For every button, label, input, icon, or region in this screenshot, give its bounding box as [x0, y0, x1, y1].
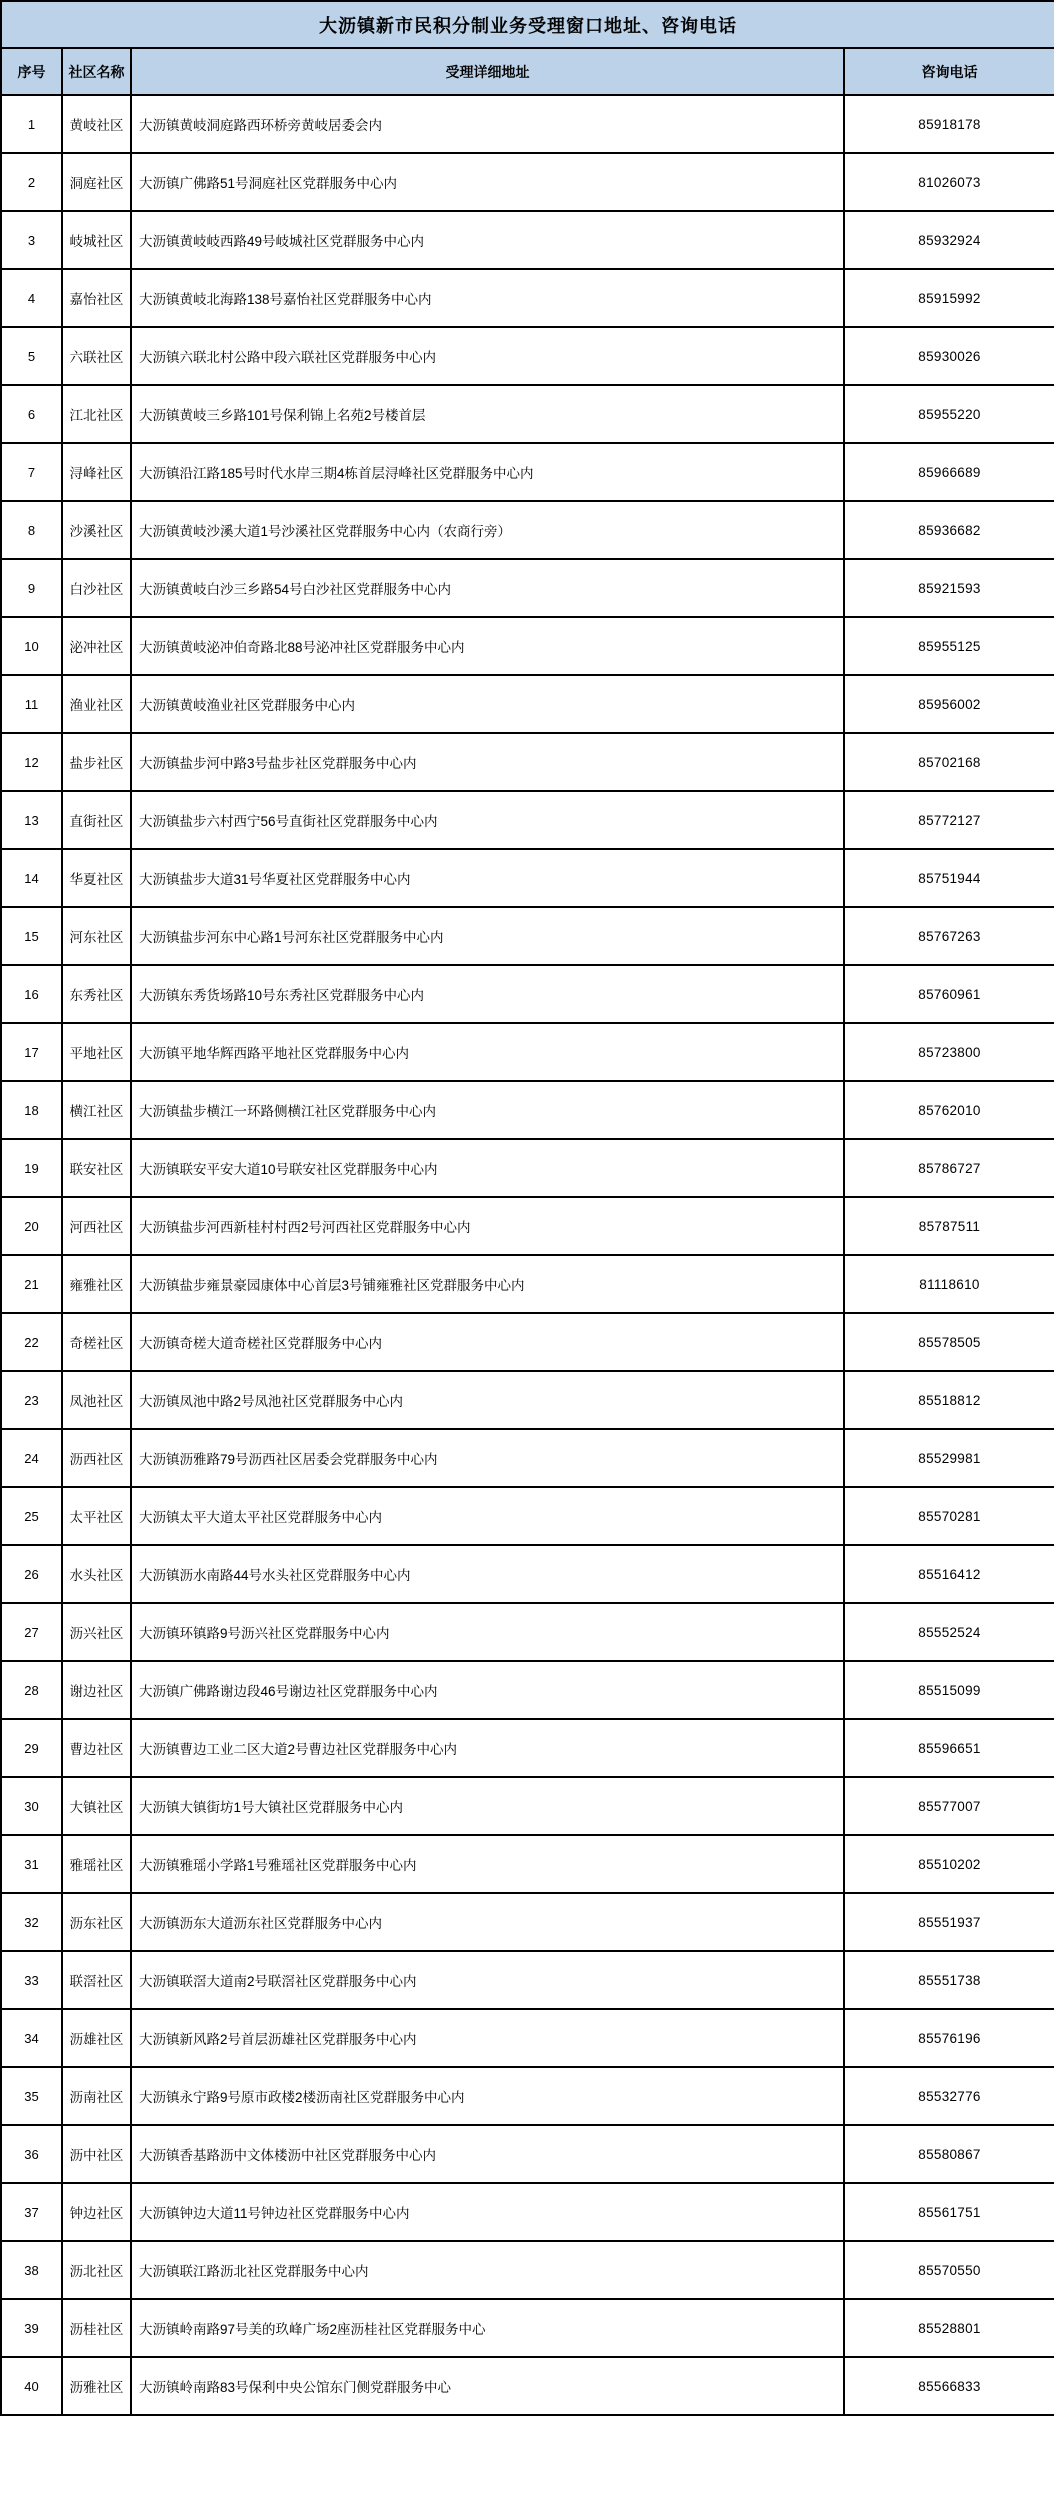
table-row — [1, 501, 1054, 559]
address-cell: 大沥镇盐步雍景豪园康体中心首层3号铺雍雅社区党群服务中心内 — [131, 1255, 844, 1313]
table-row — [1, 675, 1054, 733]
phone-cell: 85786727 — [844, 1139, 1054, 1197]
phone-cell: 85510202 — [844, 1835, 1054, 1893]
address-cell: 大沥镇平地华辉西路平地社区党群服务中心内 — [131, 1023, 844, 1081]
table-row — [1, 95, 1054, 153]
row-index-cell: 28 — [1, 1661, 62, 1719]
phone-cell: 85516412 — [844, 1545, 1054, 1603]
phone-cell: 85915992 — [844, 269, 1054, 327]
address-cell: 大沥镇黄岐渔业社区党群服务中心内 — [131, 675, 844, 733]
table-row — [1, 2183, 1054, 2241]
address-cell: 大沥镇盐步横江一环路侧横江社区党群服务中心内 — [131, 1081, 844, 1139]
phone-cell: 85570281 — [844, 1487, 1054, 1545]
phone-cell: 85787511 — [844, 1197, 1054, 1255]
col-header-community-name: 社区名称 — [62, 48, 131, 95]
address-cell: 大沥镇岭南路83号保利中央公馆东门侧党群服务中心 — [131, 2357, 844, 2415]
community-name-cell: 雅瑶社区 — [62, 1835, 131, 1893]
phone-cell: 81026073 — [844, 153, 1054, 211]
address-cell: 大沥镇沥水南路44号水头社区党群服务中心内 — [131, 1545, 844, 1603]
row-index-cell: 9 — [1, 559, 62, 617]
row-index-cell: 40 — [1, 2357, 62, 2415]
address-cell: 大沥镇沥东大道沥东社区党群服务中心内 — [131, 1893, 844, 1951]
address-cell: 大沥镇雅瑶小学路1号雅瑶社区党群服务中心内 — [131, 1835, 844, 1893]
address-cell: 大沥镇岭南路97号美的玖峰广场2座沥桂社区党群服务中心 — [131, 2299, 844, 2357]
phone-cell: 85760961 — [844, 965, 1054, 1023]
address-cell: 大沥镇新风路2号首层沥雄社区党群服务中心内 — [131, 2009, 844, 2067]
row-index-cell: 22 — [1, 1313, 62, 1371]
table-row — [1, 2125, 1054, 2183]
phone-cell: 85596651 — [844, 1719, 1054, 1777]
address-cell: 大沥镇黄岐沙溪大道1号沙溪社区党群服务中心内（农商行旁） — [131, 501, 844, 559]
address-cell: 大沥镇联安平安大道10号联安社区党群服务中心内 — [131, 1139, 844, 1197]
row-index-cell: 13 — [1, 791, 62, 849]
table-row — [1, 327, 1054, 385]
address-cell: 大沥镇太平大道太平社区党群服务中心内 — [131, 1487, 844, 1545]
row-index-cell: 20 — [1, 1197, 62, 1255]
community-name-cell: 太平社区 — [62, 1487, 131, 1545]
community-name-cell: 沥北社区 — [62, 2241, 131, 2299]
table-row — [1, 965, 1054, 1023]
row-index-cell: 7 — [1, 443, 62, 501]
phone-cell: 85570550 — [844, 2241, 1054, 2299]
phone-cell: 85702168 — [844, 733, 1054, 791]
phone-cell: 85518812 — [844, 1371, 1054, 1429]
row-index-cell: 30 — [1, 1777, 62, 1835]
phone-cell: 85930026 — [844, 327, 1054, 385]
table-row — [1, 1487, 1054, 1545]
table-row — [1, 2299, 1054, 2357]
row-index-cell: 35 — [1, 2067, 62, 2125]
address-cell: 大沥镇盐步六村西宁56号直街社区党群服务中心内 — [131, 791, 844, 849]
address-cell: 大沥镇盐步河中路3号盐步社区党群服务中心内 — [131, 733, 844, 791]
row-index-cell: 24 — [1, 1429, 62, 1487]
address-cell: 大沥镇钟边大道11号钟边社区党群服务中心内 — [131, 2183, 844, 2241]
community-name-cell: 联滘社区 — [62, 1951, 131, 2009]
address-cell: 大沥镇黄岐北海路138号嘉怡社区党群服务中心内 — [131, 269, 844, 327]
address-cell: 大沥镇沥雅路79号沥西社区居委会党群服务中心内 — [131, 1429, 844, 1487]
row-index-cell: 33 — [1, 1951, 62, 2009]
table-row — [1, 849, 1054, 907]
table-row — [1, 1255, 1054, 1313]
col-header-address: 受理详细地址 — [131, 48, 844, 95]
phone-cell: 85762010 — [844, 1081, 1054, 1139]
community-name-cell: 沥中社区 — [62, 2125, 131, 2183]
row-index-cell: 31 — [1, 1835, 62, 1893]
row-index-cell: 1 — [1, 95, 62, 153]
community-name-cell: 江北社区 — [62, 385, 131, 443]
community-name-cell: 雍雅社区 — [62, 1255, 131, 1313]
address-cell: 大沥镇联滘大道南2号联滘社区党群服务中心内 — [131, 1951, 844, 2009]
community-name-cell: 嘉怡社区 — [62, 269, 131, 327]
address-cell: 大沥镇曹边工业二区大道2号曹边社区党群服务中心内 — [131, 1719, 844, 1777]
community-name-cell: 沥兴社区 — [62, 1603, 131, 1661]
row-index-cell: 36 — [1, 2125, 62, 2183]
community-name-cell: 凤池社区 — [62, 1371, 131, 1429]
phone-cell: 85532776 — [844, 2067, 1054, 2125]
address-cell: 大沥镇黄岐三乡路101号保利锦上名苑2号楼首层 — [131, 385, 844, 443]
row-index-cell: 21 — [1, 1255, 62, 1313]
table-row — [1, 1893, 1054, 1951]
address-cell: 大沥镇大镇街坊1号大镇社区党群服务中心内 — [131, 1777, 844, 1835]
table-row — [1, 443, 1054, 501]
community-name-cell: 东秀社区 — [62, 965, 131, 1023]
row-index-cell: 5 — [1, 327, 62, 385]
table-row — [1, 617, 1054, 675]
table-row — [1, 1371, 1054, 1429]
col-header-phone: 咨询电话 — [844, 48, 1054, 95]
row-index-cell: 11 — [1, 675, 62, 733]
community-name-cell: 大镇社区 — [62, 1777, 131, 1835]
row-index-cell: 23 — [1, 1371, 62, 1429]
row-index-cell: 14 — [1, 849, 62, 907]
table-row — [1, 1545, 1054, 1603]
table-row — [1, 1313, 1054, 1371]
table-row — [1, 2357, 1054, 2415]
community-name-cell: 华夏社区 — [62, 849, 131, 907]
address-cell: 大沥镇沿江路185号时代水岸三期4栋首层浔峰社区党群服务中心内 — [131, 443, 844, 501]
col-header-index: 序号 — [1, 48, 62, 95]
row-index-cell: 3 — [1, 211, 62, 269]
title-row — [1, 1, 1054, 48]
phone-cell: 85918178 — [844, 95, 1054, 153]
address-cell: 大沥镇环镇路9号沥兴社区党群服务中心内 — [131, 1603, 844, 1661]
row-index-cell: 29 — [1, 1719, 62, 1777]
phone-cell: 85577007 — [844, 1777, 1054, 1835]
phone-cell: 85955125 — [844, 617, 1054, 675]
community-name-cell: 沥东社区 — [62, 1893, 131, 1951]
row-index-cell: 15 — [1, 907, 62, 965]
address-cell: 大沥镇黄岐岐西路49号岐城社区党群服务中心内 — [131, 211, 844, 269]
community-name-cell: 沙溪社区 — [62, 501, 131, 559]
table-row — [1, 385, 1054, 443]
table-row — [1, 1081, 1054, 1139]
address-cell: 大沥镇黄岐洞庭路西环桥旁黄岐居委会内 — [131, 95, 844, 153]
community-name-cell: 沥南社区 — [62, 2067, 131, 2125]
phone-cell: 85551738 — [844, 1951, 1054, 2009]
table-row — [1, 1603, 1054, 1661]
phone-cell: 85936682 — [844, 501, 1054, 559]
table-row — [1, 1719, 1054, 1777]
table-row — [1, 1661, 1054, 1719]
table-row — [1, 1835, 1054, 1893]
address-cell: 大沥镇黄岐白沙三乡路54号白沙社区党群服务中心内 — [131, 559, 844, 617]
phone-cell: 85529981 — [844, 1429, 1054, 1487]
phone-cell: 85956002 — [844, 675, 1054, 733]
table-row — [1, 2009, 1054, 2067]
address-cell: 大沥镇联江路沥北社区党群服务中心内 — [131, 2241, 844, 2299]
phone-cell: 85751944 — [844, 849, 1054, 907]
phone-cell: 85528801 — [844, 2299, 1054, 2357]
row-index-cell: 12 — [1, 733, 62, 791]
phone-cell: 85772127 — [844, 791, 1054, 849]
table-row — [1, 1023, 1054, 1081]
community-name-cell: 洞庭社区 — [62, 153, 131, 211]
phone-cell: 85767263 — [844, 907, 1054, 965]
row-index-cell: 2 — [1, 153, 62, 211]
phone-cell: 85551937 — [844, 1893, 1054, 1951]
table-row — [1, 791, 1054, 849]
row-index-cell: 10 — [1, 617, 62, 675]
phone-cell: 85921593 — [844, 559, 1054, 617]
phone-cell: 85561751 — [844, 2183, 1054, 2241]
table-row — [1, 907, 1054, 965]
phone-cell: 85566833 — [844, 2357, 1054, 2415]
table-row — [1, 1197, 1054, 1255]
row-index-cell: 19 — [1, 1139, 62, 1197]
address-cell: 大沥镇奇槎大道奇槎社区党群服务中心内 — [131, 1313, 844, 1371]
table-row — [1, 153, 1054, 211]
address-cell: 大沥镇盐步河西新桂村村西2号河西社区党群服务中心内 — [131, 1197, 844, 1255]
page-title: 大沥镇新市民积分制业务受理窗口地址、咨询电话 — [1, 1, 1054, 48]
community-name-cell: 沥雄社区 — [62, 2009, 131, 2067]
address-cell: 大沥镇凤池中路2号凤池社区党群服务中心内 — [131, 1371, 844, 1429]
table-row — [1, 2067, 1054, 2125]
table-row — [1, 559, 1054, 617]
address-cell: 大沥镇广佛路51号洞庭社区党群服务中心内 — [131, 153, 844, 211]
phone-cell: 85515099 — [844, 1661, 1054, 1719]
community-name-cell: 横江社区 — [62, 1081, 131, 1139]
phone-cell: 85576196 — [844, 2009, 1054, 2067]
table-row — [1, 1139, 1054, 1197]
table-head — [1, 1, 1054, 95]
table-row — [1, 211, 1054, 269]
address-cell: 大沥镇香基路沥中文体楼沥中社区党群服务中心内 — [131, 2125, 844, 2183]
community-name-cell: 泌冲社区 — [62, 617, 131, 675]
community-name-cell: 六联社区 — [62, 327, 131, 385]
community-name-cell: 沥雅社区 — [62, 2357, 131, 2415]
address-cell: 大沥镇盐步大道31号华夏社区党群服务中心内 — [131, 849, 844, 907]
row-index-cell: 4 — [1, 269, 62, 327]
community-name-cell: 沥桂社区 — [62, 2299, 131, 2357]
row-index-cell: 38 — [1, 2241, 62, 2299]
phone-cell: 85955220 — [844, 385, 1054, 443]
row-index-cell: 16 — [1, 965, 62, 1023]
row-index-cell: 8 — [1, 501, 62, 559]
phone-cell: 85580867 — [844, 2125, 1054, 2183]
row-index-cell: 25 — [1, 1487, 62, 1545]
community-name-cell: 河西社区 — [62, 1197, 131, 1255]
row-index-cell: 32 — [1, 1893, 62, 1951]
row-index-cell: 17 — [1, 1023, 62, 1081]
table-row — [1, 269, 1054, 327]
community-name-cell: 直街社区 — [62, 791, 131, 849]
community-name-cell: 奇槎社区 — [62, 1313, 131, 1371]
community-name-cell: 白沙社区 — [62, 559, 131, 617]
address-cell: 大沥镇黄岐泌冲伯奇路北88号泌冲社区党群服务中心内 — [131, 617, 844, 675]
row-index-cell: 18 — [1, 1081, 62, 1139]
table-row — [1, 1777, 1054, 1835]
community-name-cell: 渔业社区 — [62, 675, 131, 733]
row-index-cell: 26 — [1, 1545, 62, 1603]
community-name-cell: 钟边社区 — [62, 2183, 131, 2241]
phone-cell: 85932924 — [844, 211, 1054, 269]
address-cell: 大沥镇盐步河东中心路1号河东社区党群服务中心内 — [131, 907, 844, 965]
community-name-cell: 水头社区 — [62, 1545, 131, 1603]
community-name-cell: 浔峰社区 — [62, 443, 131, 501]
phone-cell: 85966689 — [844, 443, 1054, 501]
row-index-cell: 37 — [1, 2183, 62, 2241]
phone-cell: 85723800 — [844, 1023, 1054, 1081]
community-name-cell: 黄岐社区 — [62, 95, 131, 153]
community-name-cell: 沥西社区 — [62, 1429, 131, 1487]
address-cell: 大沥镇广佛路谢边段46号谢边社区党群服务中心内 — [131, 1661, 844, 1719]
address-cell: 大沥镇永宁路9号原市政楼2楼沥南社区党群服务中心内 — [131, 2067, 844, 2125]
address-cell: 大沥镇东秀货场路10号东秀社区党群服务中心内 — [131, 965, 844, 1023]
community-name-cell: 联安社区 — [62, 1139, 131, 1197]
community-name-cell: 河东社区 — [62, 907, 131, 965]
row-index-cell: 34 — [1, 2009, 62, 2067]
address-cell: 大沥镇六联北村公路中段六联社区党群服务中心内 — [131, 327, 844, 385]
table-row — [1, 1951, 1054, 2009]
phone-cell: 85552524 — [844, 1603, 1054, 1661]
community-name-cell: 平地社区 — [62, 1023, 131, 1081]
row-index-cell: 27 — [1, 1603, 62, 1661]
header-row — [1, 48, 1054, 95]
community-name-cell: 岐城社区 — [62, 211, 131, 269]
phone-cell: 85578505 — [844, 1313, 1054, 1371]
community-name-cell: 曹边社区 — [62, 1719, 131, 1777]
community-name-cell: 谢边社区 — [62, 1661, 131, 1719]
phone-cell: 81118610 — [844, 1255, 1054, 1313]
community-name-cell: 盐步社区 — [62, 733, 131, 791]
table-row — [1, 733, 1054, 791]
row-index-cell: 39 — [1, 2299, 62, 2357]
table-row — [1, 1429, 1054, 1487]
table-body — [1, 95, 1054, 2415]
table-row — [1, 2241, 1054, 2299]
row-index-cell: 6 — [1, 385, 62, 443]
